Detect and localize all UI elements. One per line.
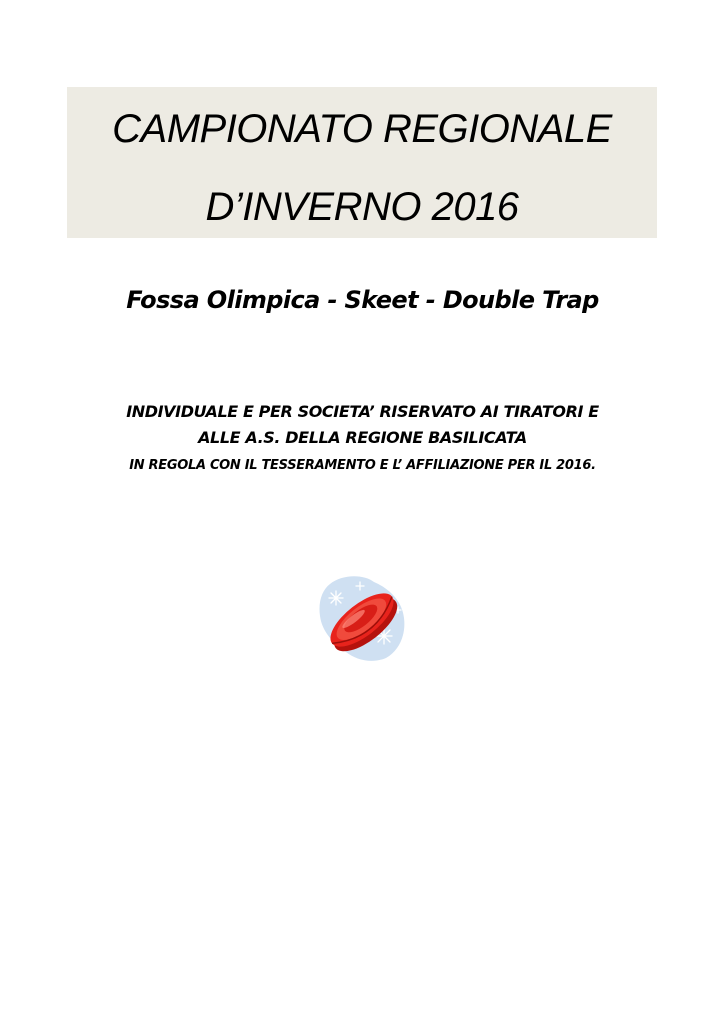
clay-pigeon-snowflake-icon xyxy=(312,570,412,666)
eligibility-line-2: ALLE A.S. DELLA REGIONE BASILICATA xyxy=(198,428,527,447)
eligibility-line-3: IN REGOLA CON IL TESSERAMENTO E L’ AFFILIAZIONE PER IL 2016. xyxy=(129,458,596,473)
page-title-line-2: D’INVERNO 2016 xyxy=(205,185,519,229)
disciplines-subtitle: Fossa Olimpica - Skeet - Double Trap xyxy=(126,286,599,314)
eligibility-line-1: INDIVIDUALE E PER SOCIETA’ RISERVATO AI TIRATORI E xyxy=(126,402,599,421)
page-title-line-1: CAMPIONATO REGIONALE xyxy=(112,107,612,151)
